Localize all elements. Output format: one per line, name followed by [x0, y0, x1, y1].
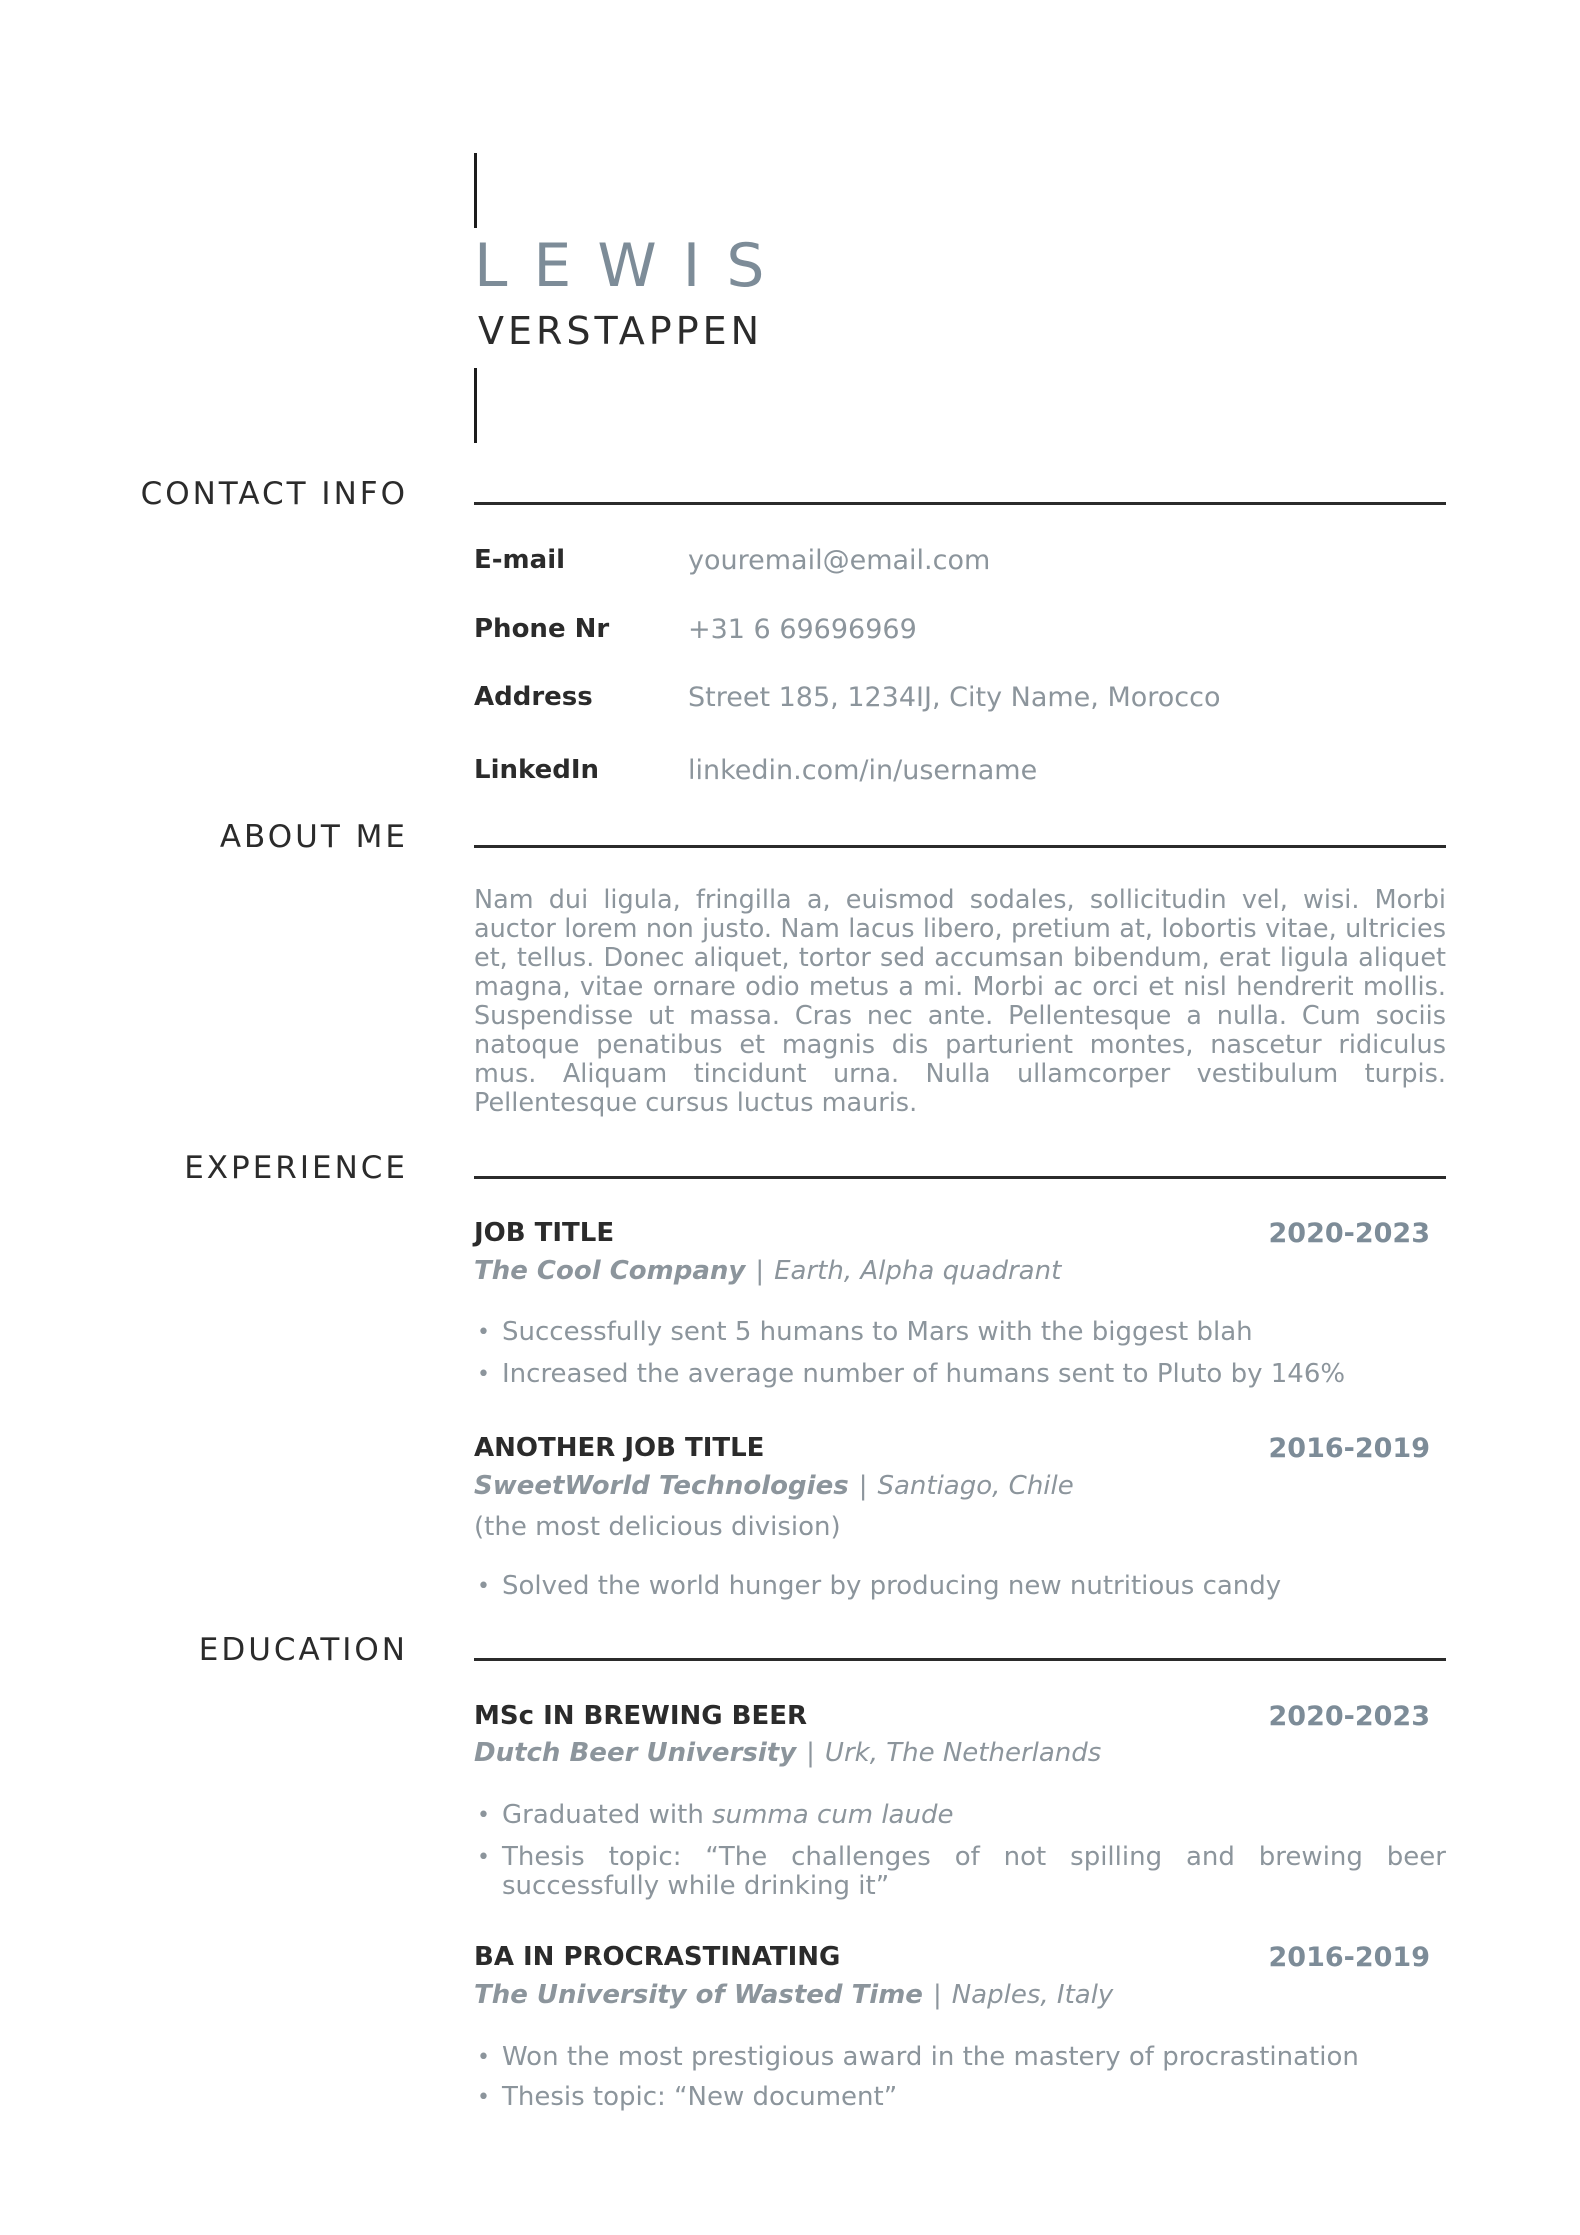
experience-dates-1: 2020-2023 — [1268, 1218, 1430, 1249]
education-dates-1: 2020-2023 — [1268, 1701, 1430, 1732]
bullet-icon: • — [477, 1803, 490, 1828]
section-rule-about — [474, 845, 1446, 848]
education-org-2: The University of Wasted Time — [474, 1980, 923, 2010]
contact-value-phone[interactable]: +31 6 69696969 — [688, 614, 917, 645]
about-text: Nam dui ligula, fringilla a, euismod sodales, sollicitudin vel, wisi. Morbi auctor lorem non justo. Nam lacus libero, pretium at, lobortis vitae, ultricies et, tellus. Donec aliquet, tortor sed accumsan bibendum, erat ligula aliquet magna, vitae ornare odio metus a mi. Morbi ac orci et nisl hendrerit mollis. Suspendisse ut massa. Cras nec ante. Pellentesque a nulla. Cum sociis natoque penatibus et magnis dis parturient montes, nascetur ridiculus mus. Aliquam tincidunt urna. Nulla ullamcorper vestibulum turpis. Pellentesque cursus luctus mauris. — [474, 885, 1446, 1118]
education-bullet-1-1: • Graduated with summa cum laude — [477, 1800, 954, 1830]
experience-title-1: JOB TITLE — [474, 1218, 615, 1248]
experience-org-2: SweetWorld Technologies — [474, 1471, 849, 1501]
section-rule-contact — [474, 502, 1446, 505]
header-bar-bottom — [474, 368, 477, 443]
contact-value-linkedin[interactable]: linkedin.com/in/username — [688, 755, 1038, 786]
experience-bullet-2-1: • Solved the world hunger by producing new nutritious candy — [477, 1571, 1282, 1601]
education-dates-2: 2016-2019 — [1268, 1942, 1430, 1973]
experience-org-line-1 — [474, 1258, 1061, 1284]
experience-org-1: The Cool Company — [474, 1256, 746, 1286]
separator: | — [932, 1980, 942, 2010]
separator: | — [858, 1471, 868, 1501]
bullet-icon: • — [477, 1320, 490, 1345]
last-name: VERSTAPPEN — [478, 309, 764, 353]
education-title-2: BA IN PROCRASTINATING — [474, 1942, 841, 1972]
header-bar-top — [474, 153, 477, 228]
separator: | — [806, 1738, 815, 1768]
experience-bullet-1-1: • Successfully sent 5 humans to Mars with the biggest blah — [477, 1317, 1253, 1347]
bullet-icon: • — [477, 1574, 490, 1599]
contact-value-address: Street 185, 1234IJ, City Name, Morocco — [688, 682, 1221, 713]
contact-label-phone: Phone Nr — [474, 614, 610, 644]
bullet-icon: • — [477, 1362, 490, 1387]
experience-dates-2: 2016-2019 — [1268, 1433, 1430, 1464]
section-rule-experience — [474, 1176, 1446, 1179]
experience-location-2: Santiago, Chile — [877, 1471, 1074, 1501]
section-rule-education — [474, 1658, 1446, 1661]
bullet-icon: • — [477, 1845, 490, 1870]
experience-bullet-1-2: • Increased the average number of humans sent to Pluto by 146% — [477, 1359, 1346, 1389]
education-org-1: Dutch Beer University — [474, 1738, 797, 1768]
bullet-icon: • — [477, 2045, 490, 2070]
section-title-about: ABOUT ME — [219, 819, 408, 855]
education-location-1: Urk, The Netherlands — [824, 1738, 1102, 1768]
section-title-contact: CONTACT INFO — [140, 476, 408, 512]
contact-label-email: E-mail — [474, 545, 566, 575]
separator: | — [755, 1256, 765, 1286]
bullet-icon: • — [477, 2085, 490, 2110]
education-location-2: Naples, Italy — [951, 1980, 1114, 2010]
experience-org-line-2 — [474, 1473, 1074, 1499]
experience-location-1: Earth, Alpha quadrant — [774, 1256, 1062, 1286]
section-title-experience: EXPERIENCE — [184, 1150, 408, 1186]
first-name: LEWIS — [474, 231, 791, 301]
education-title-1: MSc IN BREWING BEER — [474, 1701, 808, 1731]
education-bullet-2-1: • Won the most prestigious award in the mastery of procrastination — [477, 2042, 1359, 2072]
education-org-line-2 — [474, 1982, 1113, 2008]
honors-text: summa cum laude — [712, 1800, 954, 1830]
contact-label-address: Address — [474, 682, 593, 712]
education-org-line-1 — [474, 1740, 1101, 1766]
contact-label-linkedin: LinkedIn — [474, 755, 600, 785]
education-bullet-1-2: • Thesis topic: “The challenges of not spilling and brewing beer successfully while drinking it” — [477, 1842, 1446, 1901]
contact-value-email[interactable]: youremail@email.com — [688, 545, 991, 576]
experience-note-2: (the most delicious division) — [474, 1512, 841, 1542]
education-bullet-2-2: • Thesis topic: “New document” — [477, 2082, 898, 2112]
section-title-education: EDUCATION — [198, 1632, 408, 1668]
experience-title-2: ANOTHER JOB TITLE — [474, 1433, 765, 1463]
